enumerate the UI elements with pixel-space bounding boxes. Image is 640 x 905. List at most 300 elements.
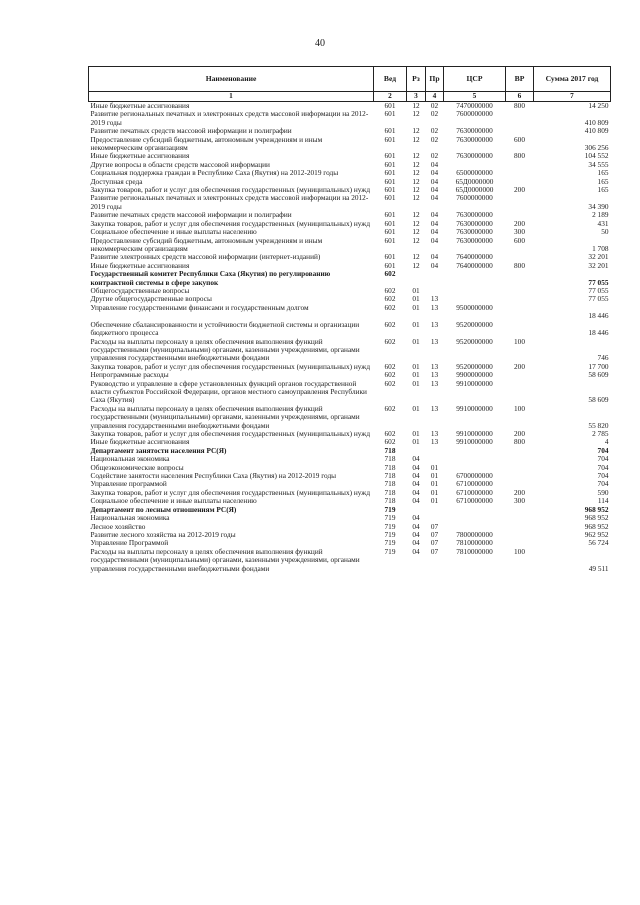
table-row	[89, 169, 611, 177]
row-pr: 02	[430, 109, 439, 119]
row-vr: 200	[514, 185, 525, 195]
row-rz: 04	[412, 546, 420, 556]
row-csr: 7470000000	[456, 101, 493, 110]
row-name: Развитие региональных печатных и электронных средств массовой информации на 2012-2019 годы	[90, 109, 369, 127]
row-ved: 602	[384, 378, 396, 388]
row-rz: 04	[412, 521, 420, 531]
row-csr	[444, 270, 506, 287]
row-ved: 719	[384, 529, 396, 539]
row-csr: 9910000000	[456, 403, 493, 413]
row-sum: 410 809	[584, 117, 609, 127]
row-rz: 01	[412, 294, 420, 304]
row-name: Управление государственными финансами и государственным долгом	[90, 302, 309, 312]
row-pr: 13	[430, 378, 439, 388]
row-rz: 04	[412, 538, 420, 548]
row-pr: 13	[430, 294, 439, 304]
table-row	[89, 321, 611, 338]
row-csr: 7630000000	[456, 151, 493, 161]
row-sum: 962 952	[584, 529, 609, 539]
row-csr: 65Д0000000	[455, 176, 494, 186]
row-ved: 602	[384, 336, 396, 346]
row-vr	[506, 295, 534, 303]
row-ved: 718	[384, 454, 396, 464]
row-ved: 601	[384, 159, 396, 169]
table-row	[89, 514, 611, 522]
row-rz: 04	[412, 513, 420, 523]
row-vr: 600	[514, 235, 525, 245]
row-rz: 12	[412, 218, 420, 228]
row-ved: 601	[384, 126, 396, 136]
row-name: Социальная поддержка граждан в Республике Саха (Якутия) на 2012-2019 годы	[90, 168, 339, 178]
row-csr: 9520000000	[456, 361, 493, 371]
row-vr	[506, 287, 534, 295]
row-name: Развитие лесного хозяйства на 2012-2019 годы	[90, 529, 236, 539]
row-sum: 704	[597, 445, 609, 455]
row-pr: 02	[430, 151, 439, 161]
row-sum: 968 952	[584, 504, 609, 514]
row-sum: 77 055	[588, 277, 609, 287]
header-row	[89, 67, 611, 92]
row-rz: 12	[412, 101, 420, 110]
row-name: Иные бюджетные ассигнования	[90, 260, 190, 270]
row-pr: 01	[430, 462, 439, 472]
row-csr: 7630000000	[456, 218, 493, 228]
row-vr: 200	[514, 487, 525, 497]
row-pr: 13	[430, 370, 439, 380]
row-pr: 04	[430, 227, 439, 237]
row-csr: 7600000000	[456, 109, 493, 119]
row-rz: 12	[412, 235, 420, 245]
row-sum: 32 201	[588, 260, 609, 270]
row-ved: 602	[384, 403, 396, 413]
row-vr: 100	[514, 336, 525, 346]
row-vr: 100	[514, 546, 525, 556]
row-pr: 13	[430, 403, 439, 413]
table-body	[89, 102, 611, 573]
row-rz: 04	[412, 471, 420, 481]
row-ved: 601	[384, 176, 396, 186]
row-name: Развитие печатных средств массовой информации и полиграфии	[90, 210, 292, 220]
row-ved: 602	[384, 285, 396, 295]
row-name: Закупка товаров, работ и услуг для обеспечения государственных (муниципальных) нужд	[90, 487, 371, 497]
row-ved: 601	[384, 210, 396, 220]
row-sum: 2 785	[592, 429, 609, 439]
row-name: Иные бюджетные ассигнования	[90, 151, 190, 161]
row-pr: 13	[430, 429, 439, 439]
row-rz: 01	[412, 403, 420, 413]
row-ved: 602	[384, 370, 396, 380]
row-name: Содействие занятости населения Республики Саха (Якутия) на 2012-2019 годы	[90, 471, 337, 481]
row-rz: 04	[412, 487, 420, 497]
row-csr	[444, 287, 506, 295]
row-name: Другие вопросы в области средств массовой информации	[90, 159, 270, 169]
row-pr: 04	[430, 260, 439, 270]
row-name: Расходы на выплаты персоналу в целях обеспечения выполнения функций государственными (муниципальными) органами, казенными учреждениями, органами управления государственными внебюджетными фондами	[90, 403, 360, 430]
row-sum: 431	[597, 218, 609, 228]
row-vr: 300	[514, 496, 525, 506]
row-csr	[444, 514, 506, 522]
row-pr: 13	[430, 319, 439, 329]
row-csr	[444, 506, 506, 514]
row-pr: 01	[430, 487, 439, 497]
row-name: Социальное обеспечение и иные выплаты населению	[90, 496, 257, 506]
row-rz: 01	[412, 378, 420, 388]
row-vr: 200	[514, 218, 525, 228]
row-csr: 9900000000	[456, 370, 493, 380]
row-sum: 18 446	[588, 311, 609, 321]
row-name: Закупка товаров, работ и услуг для обеспечения государственных (муниципальных) нужд	[90, 218, 371, 228]
row-csr: 7630000000	[456, 134, 493, 144]
row-sum: 968 952	[584, 521, 609, 531]
row-pr: 04	[430, 159, 439, 169]
row-vr	[506, 455, 534, 463]
row-csr: 7630000000	[456, 126, 493, 136]
row-name: Развитие электронных средств массовой информации (интернет-изданий)	[90, 252, 321, 262]
row-ved: 719	[384, 504, 396, 514]
row-sum: 704	[597, 471, 609, 481]
row-name: Департамент по лесным отношениям РС(Я)	[90, 504, 237, 514]
row-rz: 12	[412, 176, 420, 186]
row-vr: 800	[514, 260, 525, 270]
row-ved: 602	[384, 437, 396, 447]
row-rz: 01	[412, 437, 420, 447]
row-vr	[506, 270, 534, 287]
row-ved: 601	[384, 134, 396, 144]
row-sum: 58 609	[588, 395, 609, 405]
row-rz: 01	[412, 361, 420, 371]
row-csr: 6710000000	[456, 487, 493, 497]
row-csr: 9500000000	[456, 302, 493, 312]
row-rz: 12	[412, 109, 420, 119]
row-csr: 7800000000	[456, 529, 493, 539]
row-sum: 704	[597, 479, 609, 489]
row-rz	[407, 270, 426, 287]
row-csr: 9910000000	[456, 378, 493, 388]
row-csr: 7640000000	[456, 252, 493, 262]
header-sum: Сумма 2017 год	[534, 67, 611, 92]
row-name: Закупка товаров, работ и услуг для обеспечения государственных (муниципальных) нужд	[90, 361, 371, 371]
row-pr: 04	[430, 252, 439, 262]
table-row	[89, 405, 611, 430]
row-name: Предоставление субсидий бюджетным, автономным учреждениям и иным некоммерческим организациям	[90, 235, 323, 253]
row-rz: 12	[412, 227, 420, 237]
table-row	[89, 136, 611, 153]
row-sum: 17 700	[588, 361, 609, 371]
row-vr: 800	[514, 437, 525, 447]
row-pr: 04	[430, 210, 439, 220]
row-rz: 01	[412, 429, 420, 439]
row-rz: 12	[412, 210, 420, 220]
row-rz: 01	[412, 319, 420, 329]
row-pr: 07	[430, 521, 439, 531]
header-csr: ЦСР	[444, 67, 506, 92]
row-rz: 01	[412, 336, 420, 346]
row-sum: 77 055	[588, 294, 609, 304]
row-pr	[426, 270, 444, 287]
column-number-row	[89, 92, 611, 102]
column-number: 5	[444, 92, 506, 102]
row-ved: 601	[384, 185, 396, 195]
table-row	[89, 548, 611, 573]
row-pr: 04	[430, 168, 439, 178]
row-sum: 34 390	[588, 201, 609, 211]
row-pr: 01	[430, 471, 439, 481]
row-name: Социальное обеспечение и иные выплаты населению	[90, 227, 257, 237]
row-pr: 04	[430, 218, 439, 228]
row-ved: 601	[384, 218, 396, 228]
row-rz: 12	[412, 185, 420, 195]
header-name: Наименование	[89, 67, 374, 92]
row-sum: 704	[597, 462, 609, 472]
row-csr	[444, 455, 506, 463]
row-vr	[506, 464, 534, 472]
row-name: Закупка товаров, работ и услуг для обеспечения государственных (муниципальных) нужд	[90, 185, 371, 195]
row-ved: 602	[384, 269, 396, 279]
row-vr: 600	[514, 134, 525, 144]
row-sum: 968 952	[584, 513, 609, 523]
row-csr: 6700000000	[456, 471, 493, 481]
column-number: 1	[89, 92, 374, 102]
row-sum: 104 552	[584, 151, 609, 161]
row-ved: 601	[384, 193, 396, 203]
row-rz: 12	[412, 134, 420, 144]
row-pr: 13	[430, 361, 439, 371]
row-vr: 100	[514, 403, 525, 413]
row-sum: 165	[597, 168, 609, 178]
row-sum: 746	[597, 353, 609, 363]
row-vr	[506, 321, 534, 338]
row-ved: 602	[384, 302, 396, 312]
row-rz: 01	[412, 370, 420, 380]
table-row-section	[89, 270, 611, 287]
row-csr: 9520000000	[456, 319, 493, 329]
row-pr: 01	[430, 479, 439, 489]
table-row	[89, 338, 611, 363]
row-sum: 14 250	[588, 101, 609, 110]
row-sum: 4	[604, 437, 609, 447]
row-csr: 7640000000	[456, 260, 493, 270]
row-ved: 719	[384, 513, 396, 523]
row-ved: 601	[384, 101, 396, 110]
row-csr: 7630000000	[456, 227, 493, 237]
row-ved: 601	[384, 168, 396, 178]
page-number: 40	[315, 38, 325, 49]
row-csr: 7630000000	[456, 235, 493, 245]
row-vr	[506, 523, 534, 531]
row-vr	[506, 531, 534, 539]
row-sum: 590	[597, 487, 609, 497]
column-number: 3	[407, 92, 426, 102]
row-csr: 65Д0000000	[455, 185, 494, 195]
row-name: Управление Программой	[90, 538, 169, 548]
row-name: Руководство и управление в сфере установленных функций органов государственной власти субъектов Российской Федерации, органов местного самоуправления Республики Саха (Якутия)	[90, 378, 367, 405]
row-vr	[506, 371, 534, 379]
row-vr: 200	[514, 361, 525, 371]
row-sum: 1 708	[592, 243, 609, 253]
row-ved: 718	[384, 471, 396, 481]
row-ved: 718	[384, 487, 396, 497]
row-sum: 114	[597, 496, 609, 506]
row-name: Национальная экономика	[90, 454, 170, 464]
row-vr: 300	[514, 227, 525, 237]
row-name: Государственный комитет Республики Саха (Якутия) по регулированию контрактной системы в сфере закупок	[90, 269, 331, 287]
row-name: Другие общегосударственные вопросы	[90, 294, 212, 304]
row-csr: 7630000000	[456, 210, 493, 220]
row-pr	[426, 447, 444, 455]
row-pr: 04	[430, 176, 439, 186]
row-ved: 601	[384, 227, 396, 237]
row-sum: 32 201	[588, 252, 609, 262]
row-name: Лесное хозяйство	[90, 521, 146, 531]
row-rz: 04	[412, 479, 420, 489]
row-rz: 12	[412, 193, 420, 203]
row-ved: 601	[384, 235, 396, 245]
column-number: 2	[374, 92, 407, 102]
row-ved: 602	[384, 319, 396, 329]
row-sum: 18 446	[588, 328, 609, 338]
header-rz: Рз	[407, 67, 426, 92]
row-pr: 02	[430, 101, 439, 110]
row-name: Управление программой	[90, 479, 167, 489]
row-ved: 602	[384, 429, 396, 439]
row-ved: 718	[384, 479, 396, 489]
row-name: Департамент занятости населения РС(Я)	[90, 445, 227, 455]
row-rz: 04	[412, 496, 420, 506]
row-sum: 165	[597, 176, 609, 186]
row-name: Расходы на выплаты персоналу в целях обеспечения выполнения функций государственными (муниципальными) органами, казенными учреждениями, органами управления государственными внебюджетными фондами	[90, 336, 360, 363]
row-pr	[426, 506, 444, 514]
row-sum: 704	[597, 454, 609, 464]
row-csr: 9910000000	[456, 437, 493, 447]
table-row	[89, 380, 611, 405]
row-ved: 718	[384, 496, 396, 506]
row-sum: 34 555	[588, 159, 609, 169]
row-rz: 12	[412, 151, 420, 161]
row-csr: 6500000000	[456, 168, 493, 178]
row-vr	[506, 514, 534, 522]
row-pr: 13	[430, 336, 439, 346]
row-sum: 306 256	[584, 143, 609, 153]
row-name: Развитие печатных средств массовой информации и полиграфии	[90, 126, 292, 136]
row-csr: 9910000000	[456, 429, 493, 439]
row-sum: 58 609	[588, 370, 609, 380]
row-rz: 12	[412, 159, 420, 169]
row-vr	[506, 304, 534, 321]
row-name: Доступная среда	[90, 176, 143, 186]
column-number: 6	[506, 92, 534, 102]
row-ved: 601	[384, 260, 396, 270]
row-vr	[506, 506, 534, 514]
row-ved: 601	[384, 109, 396, 119]
table-row	[89, 237, 611, 254]
row-sum: 410 809	[584, 126, 609, 136]
row-pr: 04	[430, 185, 439, 195]
budget-table	[88, 66, 611, 573]
row-vr	[506, 380, 534, 405]
row-csr: 9520000000	[456, 336, 493, 346]
row-ved: 719	[384, 546, 396, 556]
row-rz: 01	[412, 285, 420, 295]
row-csr: 7810000000	[456, 546, 493, 556]
row-pr: 02	[430, 134, 439, 144]
row-sum: 56 724	[588, 538, 609, 548]
row-rz: 12	[412, 168, 420, 178]
row-csr: 7600000000	[456, 193, 493, 203]
row-ved: 601	[384, 151, 396, 161]
row-rz: 04	[412, 454, 420, 464]
row-rz: 12	[412, 252, 420, 262]
row-name: Иные бюджетные ассигнования	[90, 101, 190, 110]
row-pr: 04	[430, 193, 439, 203]
row-sum: 77 055	[588, 285, 609, 295]
row-name: Общегосударственные вопросы	[90, 285, 190, 295]
row-name: Обеспечение сбалансированности и устойчивости бюджетной системы и организации бюджетного процесса	[90, 319, 360, 338]
table-row	[89, 194, 611, 211]
row-pr: 13	[430, 302, 439, 312]
row-sum: 165	[597, 185, 609, 195]
column-number: 4	[426, 92, 444, 102]
row-csr	[444, 447, 506, 455]
row-rz: 12	[412, 260, 420, 270]
row-ved: 719	[384, 521, 396, 531]
row-ved: 602	[384, 361, 396, 371]
row-rz: 04	[412, 529, 420, 539]
row-ved: 602	[384, 294, 396, 304]
row-pr: 13	[430, 437, 439, 447]
row-name: Общеэкономические вопросы	[90, 462, 184, 472]
row-pr: 07	[430, 529, 439, 539]
row-pr: 07	[430, 538, 439, 548]
row-vr	[506, 194, 534, 211]
row-vr: 800	[514, 151, 525, 161]
header-ved: Вед	[374, 67, 407, 92]
row-sum: 55 820	[588, 420, 609, 430]
row-vr	[506, 169, 534, 177]
row-sum: 49 511	[588, 563, 609, 573]
row-vr	[506, 472, 534, 480]
row-csr: 6710000000	[456, 479, 493, 489]
table-row	[89, 110, 611, 127]
row-ved: 601	[384, 252, 396, 262]
column-number: 7	[534, 92, 611, 102]
header-vr: ВР	[506, 67, 534, 92]
row-pr: 02	[430, 126, 439, 136]
row-pr: 04	[430, 235, 439, 245]
row-csr: 6710000000	[456, 496, 493, 506]
row-pr: 07	[430, 546, 439, 556]
row-rz: 01	[412, 302, 420, 312]
row-ved: 718	[384, 462, 396, 472]
row-name: Непрограммные расходы	[90, 370, 169, 380]
row-sum: 2 189	[592, 210, 609, 220]
header-pr: Пр	[426, 67, 444, 92]
row-name: Развитие региональных печатных и электронных средств массовой информации на 2012-2019 годы	[90, 193, 369, 211]
row-rz: 12	[412, 126, 420, 136]
row-ved: 719	[384, 538, 396, 548]
row-name: Иные бюджетные ассигнования	[90, 437, 190, 447]
row-csr: 7810000000	[456, 538, 493, 548]
row-name: Закупка товаров, работ и услуг для обеспечения государственных (муниципальных) нужд	[90, 429, 371, 439]
row-name: Предоставление субсидий бюджетным, автономным учреждениям и иным некоммерческим организациям	[90, 134, 323, 153]
row-name: Национальная экономика	[90, 513, 170, 523]
row-vr: 800	[514, 101, 525, 110]
row-vr	[506, 447, 534, 455]
row-pr: 01	[430, 496, 439, 506]
row-ved: 718	[384, 445, 396, 455]
row-vr	[506, 161, 534, 169]
row-rz: 04	[412, 462, 420, 472]
row-vr	[506, 110, 534, 127]
